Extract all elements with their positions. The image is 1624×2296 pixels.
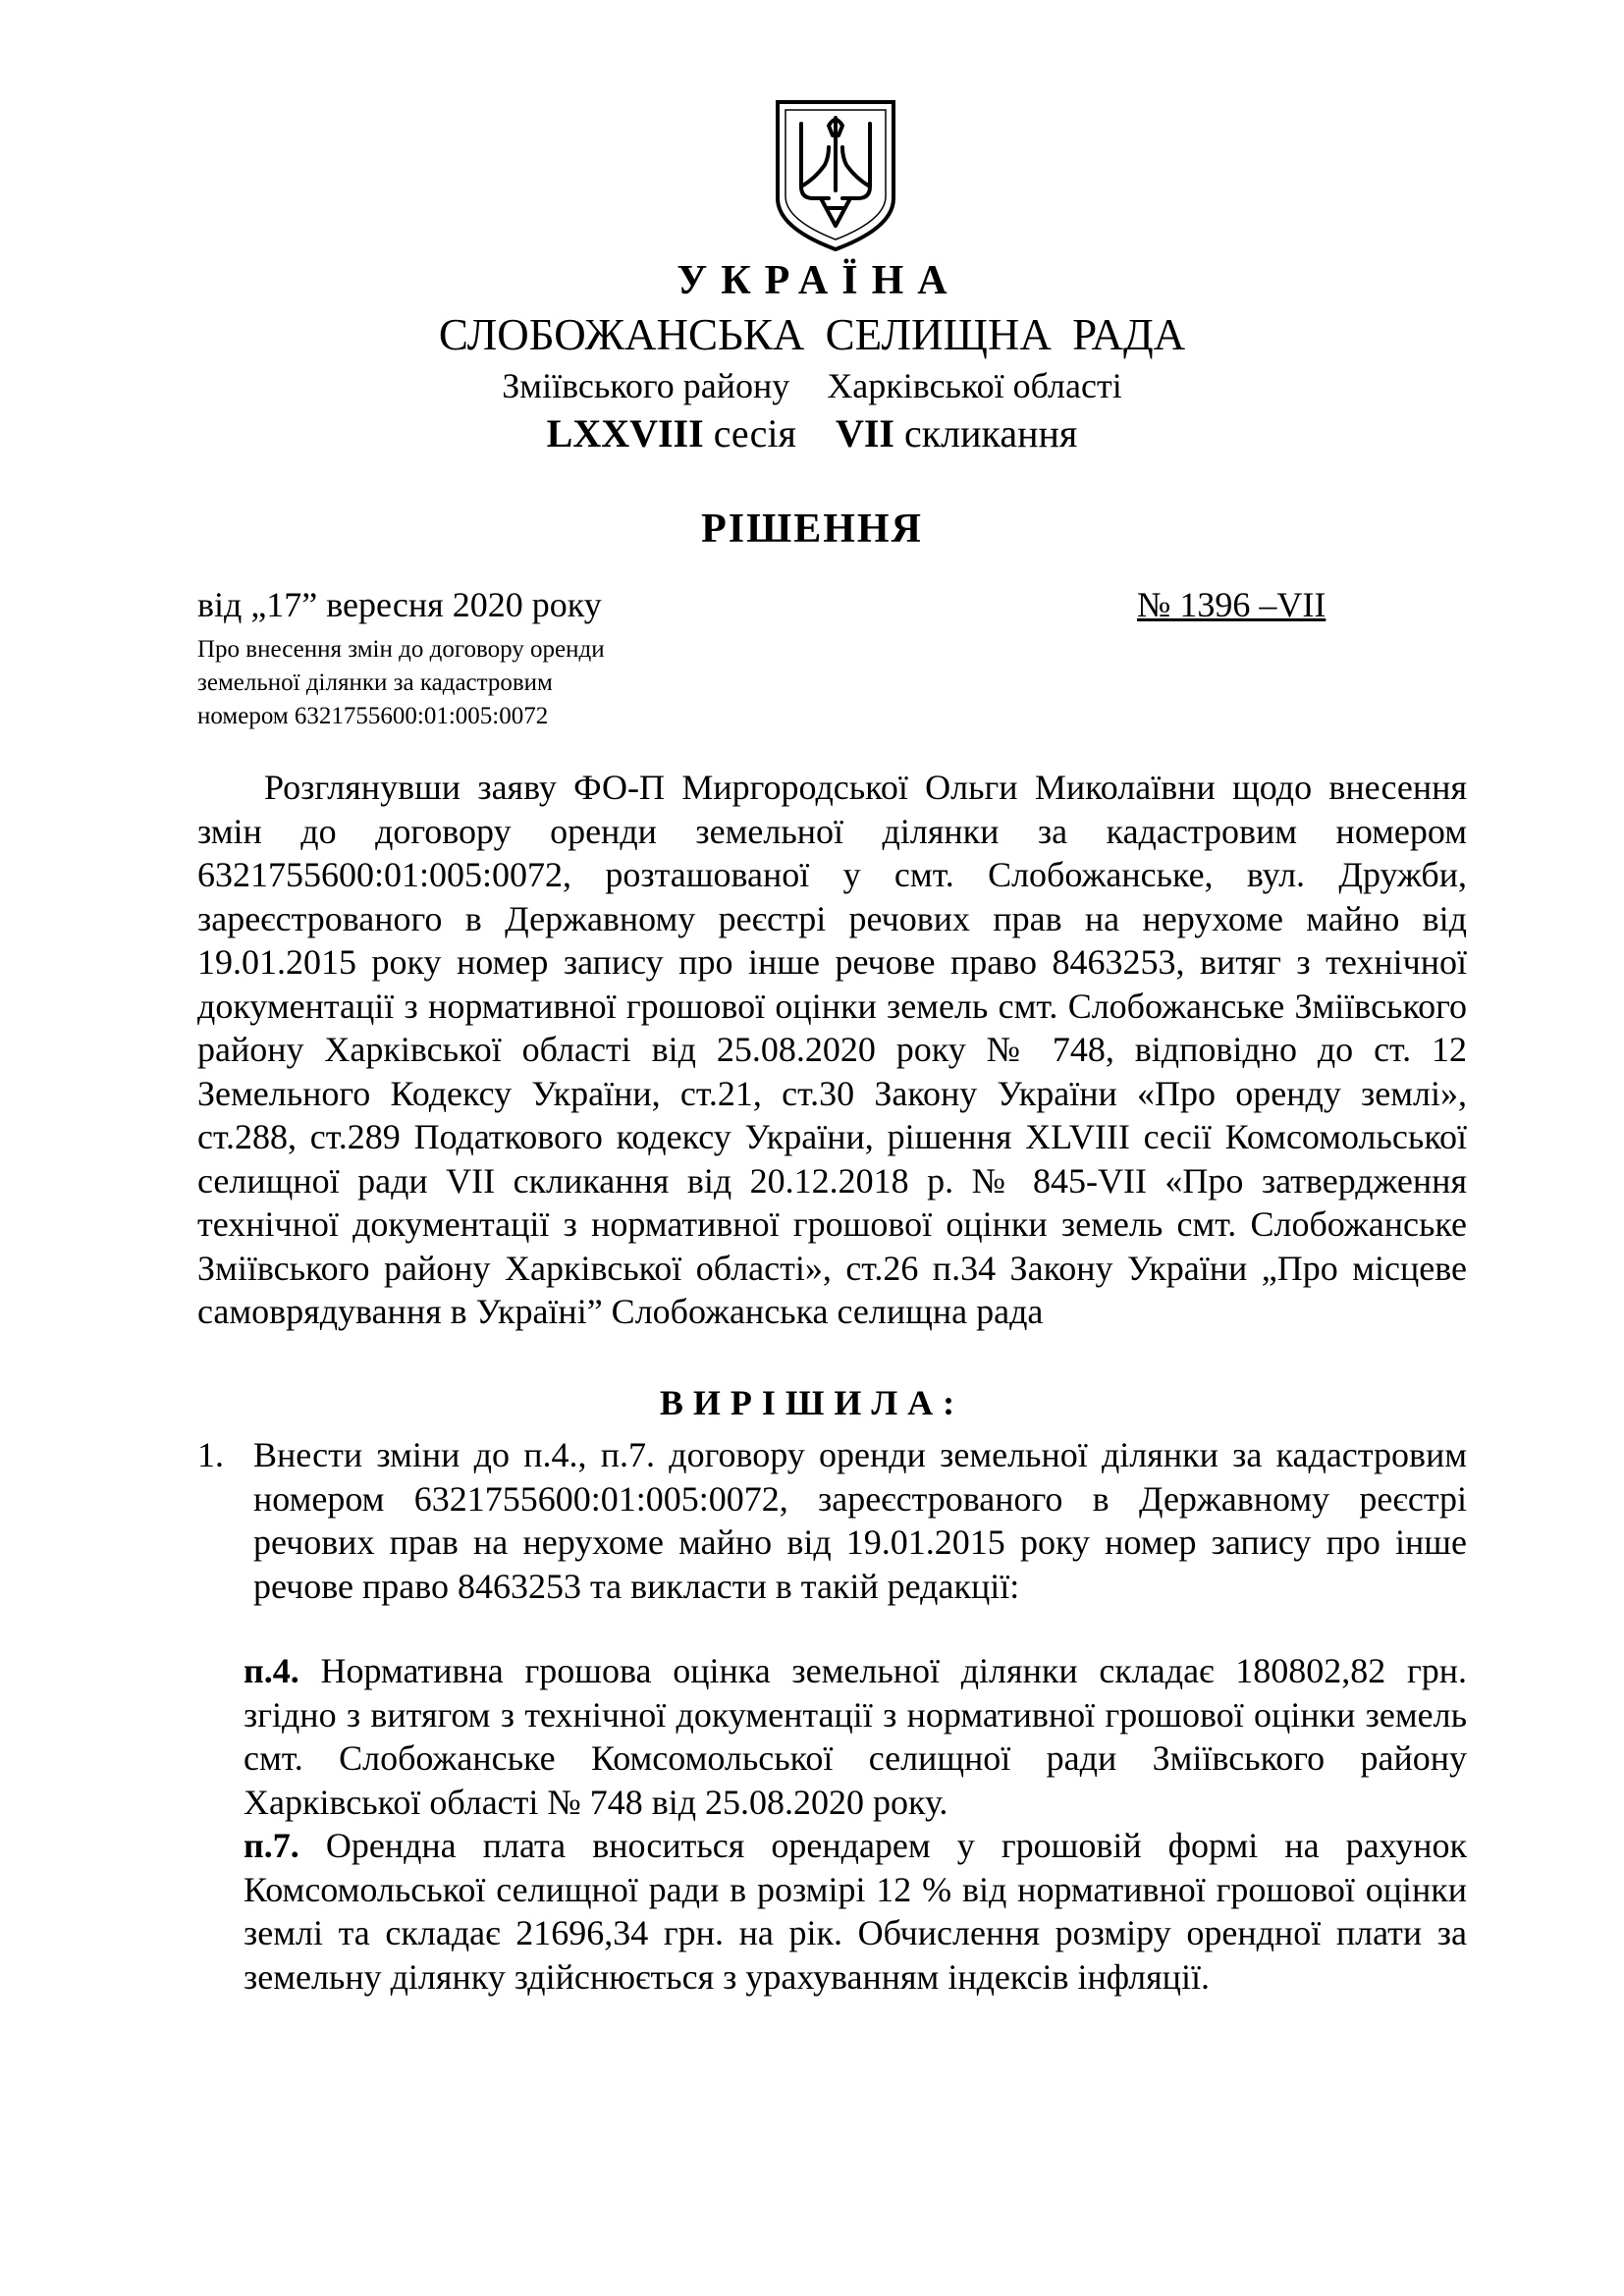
convocation-word: скликання [903, 411, 1078, 455]
region-name: Харківської області [827, 366, 1122, 405]
session-number: LXXVIII [546, 411, 704, 455]
decision-number: № 1396 –VII [1137, 585, 1326, 624]
subject-line: земельної ділянки за кадастровим [197, 669, 553, 696]
decided-heading: ВИРІШИЛА: [659, 1383, 965, 1422]
session-line [0, 410, 1624, 456]
item-number: 1. [197, 1435, 224, 1474]
decision-date: від „17” вересня 2020 року [197, 585, 602, 624]
session-word: сесія [713, 411, 796, 455]
clause-4 [244, 1649, 1467, 1824]
subject-line: номером 6321755600:01:005:0072 [197, 703, 549, 729]
decision-subject [197, 633, 747, 733]
clause-4-label: п.4. [244, 1651, 299, 1690]
coat-of-arms-icon [772, 96, 899, 253]
clause-7-label: п.7. [244, 1826, 299, 1865]
district-line [0, 365, 1624, 406]
council-name: СЛОБОЖАНСЬКА СЕЛИЩНА РАДА [438, 310, 1186, 359]
clause-7-text: Орендна плата вноситься орендарем у грошовій формі на рахунок Комсомольської селищної ради в розмірі 12 % від нормативної грошової оцінки землі та складає 21696,34 грн. на рік. Обчислення розміру орендної плати за земельну ділянку здійснюється з урахуванням індексів інфляції. [244, 1826, 1467, 1997]
item-text: Внести зміни до п.4., п.7. договору оренди земельної ділянки за кадастровим номером 6321755600:01:005:0072, зареєстрованого в Державному реєстрі речових прав на нерухоме майно від 19.01.2015 року номер запису про інше речове право 8463253 та викласти в такій редакції: [253, 1435, 1467, 1606]
country-name: УКРАЇНА [677, 258, 961, 303]
district-name: Зміївського району [502, 366, 790, 405]
clause-7 [244, 1824, 1467, 1999]
clause-4-text: Нормативна грошова оцінка земельної ділянки складає 180802,82 грн. згідно з витягом з технічної документації з нормативної грошової оцінки земель смт. Слобожанське Комсомольської селищної ради Зміївського району Харківської області № 748 від 25.08.2020 року. [244, 1651, 1467, 1822]
subject-line: Про внесення змін до договору оренди [197, 636, 605, 663]
document-type: РІШЕННЯ [701, 507, 923, 552]
convocation-number: VII [835, 411, 894, 455]
preamble-paragraph: Розглянувши заяву ФО-П Миргородської Ольги Миколаївни щодо внесення змін до договору оренди земельної ділянки за кадастровим номером 6321755600:01:005:0072, розташованої у смт. Слобожанське, вул. Дружби, зареєстрованого в Державному реєстрі речових прав на нерухоме майно від 19.01.2015 року номер запису про інше речове право 8463253, витяг з технічної документації з нормативної грошової оцінки земель смт. Слобожанське Зміївського району Харківської області від 25.08.2020 року № 748, відповідно до ст. 12 Земельного Кодексу України, ст.21, ст.30 Закону України «Про оренду землі», ст.288, ст.289 Податкового кодексу України, рішення XLVIII сесії Комсомольської селищної ради VII скликання від 20.12.2018 р. № 845-VII «Про затвердження технічної документації з нормативної грошової оцінки земель смт. Слобожанське Зміївського району Харківської області», ст.26 п.34 Закону України „Про місцеве самоврядування в Україні” Слобожанська селищна рада [197, 768, 1467, 1331]
